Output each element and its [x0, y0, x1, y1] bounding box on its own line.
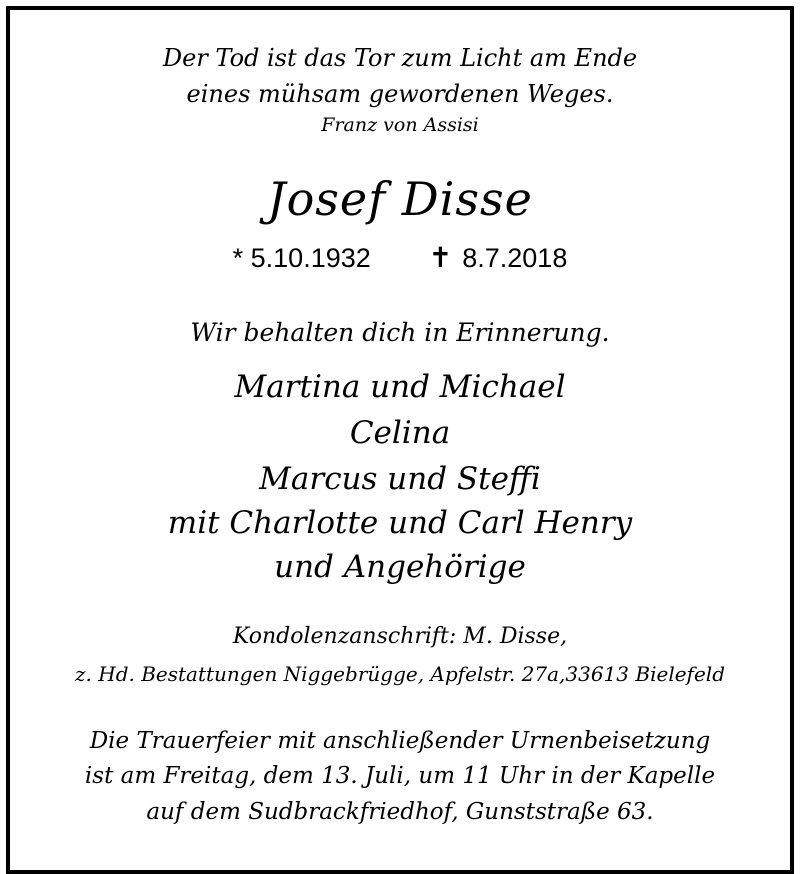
quote-line-2: eines mühsam gewordenen Weges. — [186, 80, 614, 108]
birth-date: * 5.10.1932 — [232, 243, 371, 273]
memory-line: Wir behalten dich in Erinnerung. — [190, 318, 610, 347]
family-line-2: Celina — [349, 415, 451, 451]
quote-line-1: Der Tod ist das Tor zum Licht am Ende — [162, 44, 638, 72]
service-line-2: ist am Freitag, dem 13. Juli, um 11 Uhr in der Kapelle — [84, 763, 716, 789]
family-line-5: und Angehörige — [274, 549, 526, 585]
condolence-line-1: Kondolenzanschrift: M. Disse, — [232, 624, 568, 649]
service-line-1: Die Trauerfeier mit anschließender Urnenbeisetzung — [89, 728, 711, 754]
family-line-3: Marcus und Steffi — [259, 461, 541, 497]
service-line-3: auf dem Sudbrackfriedhof, Gunststraße 63. — [146, 799, 654, 825]
death-date: 8.7.2018 — [462, 243, 568, 273]
family-line-1: Martina und Michael — [234, 369, 566, 405]
cross-icon: ✝ — [428, 242, 453, 273]
condolence-address: z. Hd. Bestattungen Niggebrügge, Apfelstr. 27a,33613 Bielefeld — [75, 662, 725, 686]
deceased-name: Josef Disse — [267, 172, 533, 226]
quote-author: Franz von Assisi — [321, 114, 479, 136]
life-dates — [0, 244, 800, 272]
family-line-4: mit Charlotte und Carl Henry — [167, 505, 633, 541]
